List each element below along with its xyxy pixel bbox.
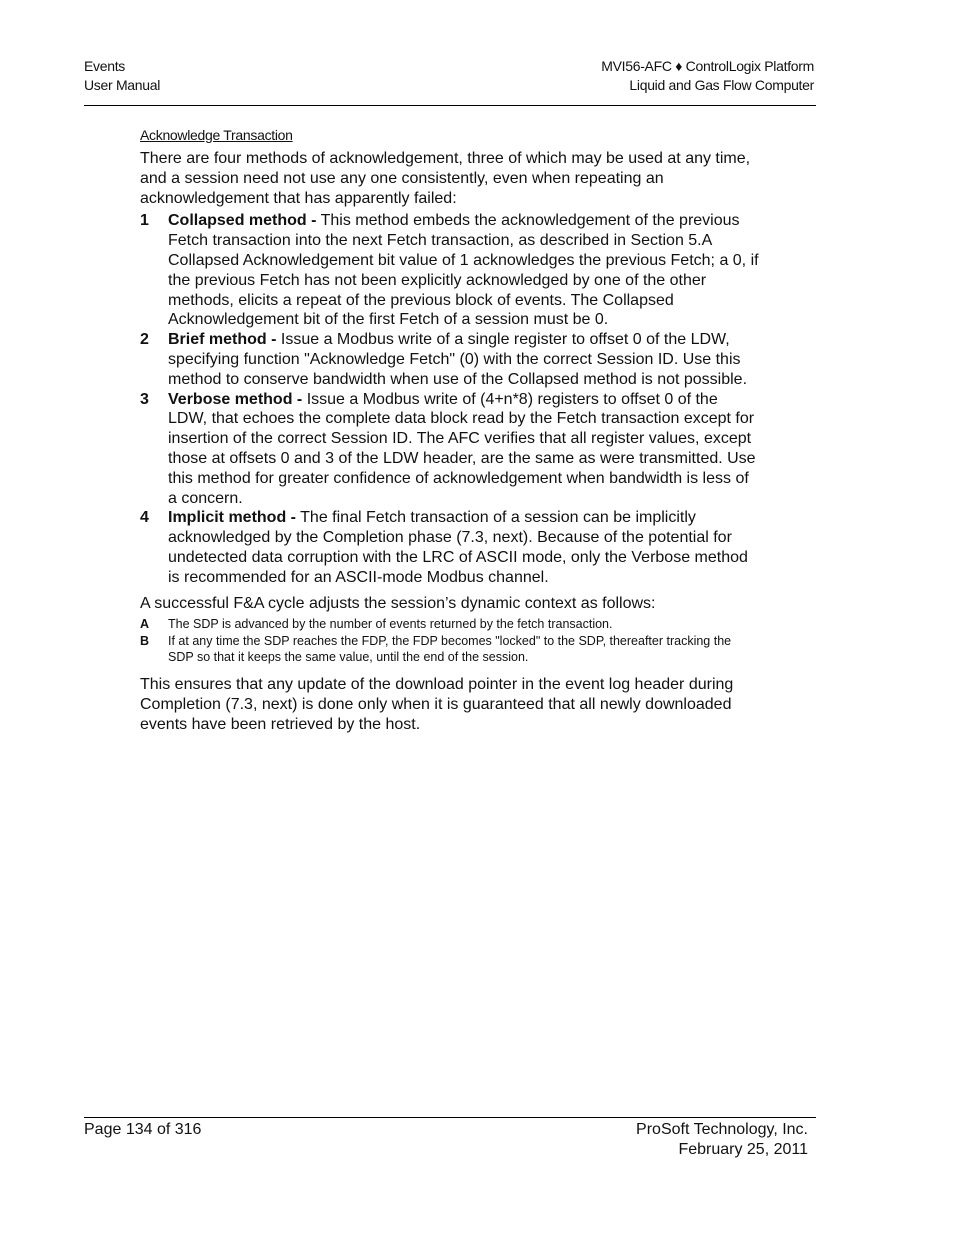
note-letter: A	[140, 617, 150, 632]
list-item	[140, 390, 760, 509]
header-product-name: MVI56-AFC ♦ ControlLogix Platform	[601, 58, 814, 74]
list-item-lead: Collapsed method -	[168, 212, 317, 230]
footer-date: February 25, 2011	[678, 1141, 808, 1158]
context-paragraph: A successful F&A cycle adjusts the session’s dynamic context as follows:	[140, 594, 656, 612]
list-item-number: 1	[140, 212, 149, 230]
list-item-lead: Verbose method -	[168, 390, 303, 408]
footer-company: ProSoft Technology, Inc.	[636, 1121, 808, 1138]
list-item	[140, 508, 760, 587]
note-item	[140, 616, 760, 632]
list-item-number: 2	[140, 331, 149, 349]
header-divider	[84, 105, 816, 106]
header-section-name: Events	[84, 58, 125, 74]
section-subheading: Acknowledge Transaction	[140, 127, 293, 143]
list-item	[140, 211, 760, 330]
page-footer-right	[636, 1120, 808, 1160]
methods-list	[140, 211, 760, 587]
note-letter: B	[140, 633, 150, 648]
header-product-subtitle: Liquid and Gas Flow Computer	[629, 77, 814, 93]
intro-paragraph: There are four methods of acknowledgement, three of which may be used at any time, and a session need not use any one consistently, even when repeating an acknowledgement that has apparently failed:	[140, 150, 751, 207]
list-item	[140, 330, 760, 389]
list-item-number: 3	[140, 390, 149, 408]
footer-divider	[84, 1117, 816, 1118]
list-item-lead: Implicit method -	[168, 509, 296, 527]
list-item-number: 4	[140, 509, 149, 527]
note-text: The SDP is advanced by the number of events returned by the fetch transaction.	[168, 617, 613, 632]
note-text: If at any time the SDP reaches the FDP, the FDP becomes "locked" to the SDP, thereafter tracking the SDP so that it keeps the same value, until the end of the session.	[168, 633, 732, 664]
page-number: Page 134 of 316	[84, 1121, 202, 1138]
notes-list	[140, 616, 760, 665]
list-item-text: Issue a Modbus write of (4+n*8) registers to offset 0 of the LDW, that echoes the complete data block read by the Fetch transaction except for insertion of the correct Session ID. The AFC verifies that all register values, except those at offsets 0 and 3 of the LDW header, are the same as were transmitted. Use this method for greater confidence of acknowledgement when bandwidth is less of a concern.	[168, 390, 756, 507]
main-content	[140, 126, 760, 735]
header-manual-type: User Manual	[84, 77, 161, 93]
page-header-right	[601, 57, 814, 95]
list-item-text: Issue a Modbus write of a single register to offset 0 of the LDW, specifying function "Acknowledge Fetch" (0) with the correct Session ID. Use this method to conserve bandwidth when use of the Collapsed method is not possible.	[168, 331, 748, 388]
page-header-left	[84, 57, 160, 95]
list-item-text: The final Fetch transaction of a session can be implicitly acknowledged by the Completion phase (7.3, next). Because of the potential for undetected data corruption with the LRC of ASCII mode, only the Verbose method is recommended for an ASCII-mode Modbus channel.	[168, 509, 748, 586]
list-item-text: This method embeds the acknowledgement of the previous Fetch transaction into the next Fetch transaction, as described in Section 5.A Collapsed Acknowledgement bit value of 1 acknowledges the previous Fetch; a 0, if the previous Fetch has not been explicitly acknowledged by one of the other methods, elicits a repeat of the previous block of events. The Collapsed Acknowledgement bit of the first Fetch of a session must be 0.	[168, 212, 759, 329]
note-item	[140, 633, 760, 666]
closing-paragraph: This ensures that any update of the download pointer in the event log header during Completion (7.3, next) is done only when it is guaranteed that all newly downloaded events have been retrieved by the host.	[140, 676, 734, 733]
list-item-lead: Brief method -	[168, 331, 277, 349]
